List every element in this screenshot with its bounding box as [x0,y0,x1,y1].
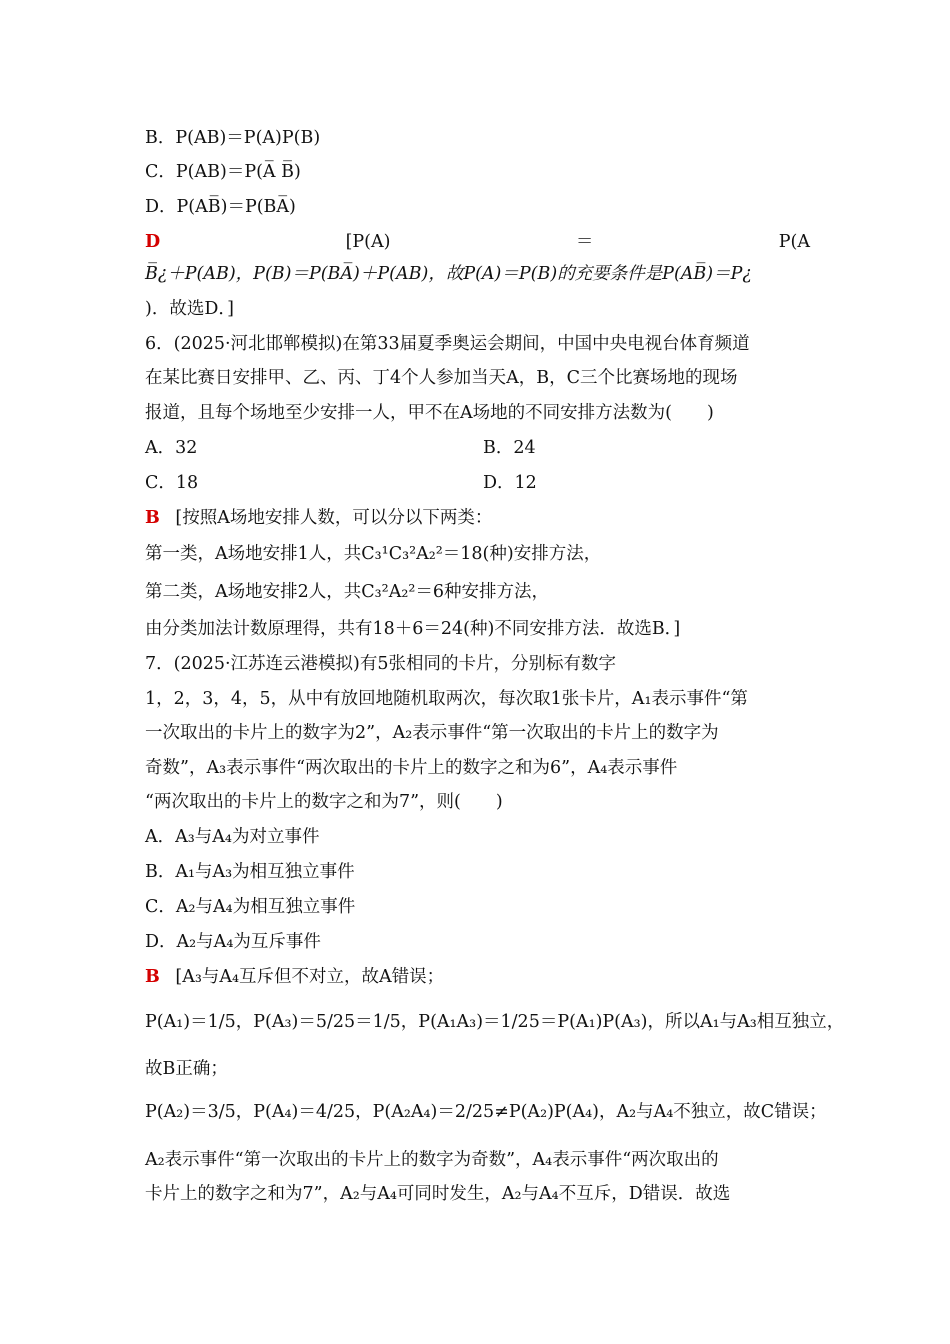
q7-solution-line4: P(A₂)＝3/5，P(A₄)＝4/25，P(A₂A₄)＝2/25≠P(A₂)P(A₄)，A₂与A₄不独立，故C错误； [145,1102,827,1122]
q5-solution-line3: )．故选D．] [145,299,234,319]
q5-option-d: D．P(AB̅)＝P(BA̅) [145,197,296,217]
q7-stem-line3: 一次取出的卡片上的数字为2”，A₂表示事件“第一次取出的卡片上的数字为 [145,723,719,743]
q6-options-row1 [145,436,810,460]
q7-solution-line3: 故B正确； [145,1059,228,1079]
q6-option-c: C．18 [145,473,199,493]
q6-option-a: A．32 [145,438,198,458]
q6-solution-line4: 由分类加法计数原理得，共有18＋6＝24(种)不同安排方法．故选B．] [145,619,681,639]
q7-solution-line5: A₂表示事件“第一次取出的卡片上的数字为奇数”，A₄表示事件“两次取出的 [145,1150,719,1170]
q7-answer-letter: B [145,967,160,987]
q5-solution-part1: [P(A) [345,232,391,252]
q6-solution-text1: [按照A场地安排人数，可以分以下两类： [175,508,493,528]
q6-stem-line2: 在某比赛日安排甲、乙、丙、丁4个人参加当天A，B，C三个比赛场地的现场 [145,368,738,388]
q6-stem-line1: 6．(2025·河北邯郸模拟)在第33届夏季奥运会期间，中国中央电视台体育频道 [145,334,750,354]
q7-option-d: D．A₂与A₄为互斥事件 [145,932,321,952]
q7-solution-line1 [145,965,810,989]
q5-solution-line1 [145,230,810,254]
q5-solution-part2: P(A [778,232,810,252]
q6-options-row2 [145,471,810,495]
q7-stem-line1: 7．(2025·江苏连云港模拟)有5张相同的卡片，分别标有数字 [145,654,617,674]
q7-solution-text1: [A₃与A₄互斥但不对立，故A错误； [175,967,445,987]
q5-solution-eq: ＝ [575,232,594,252]
q6-solution-line2: 第一类，A场地安排1人，共C₃¹C₃²A₂²＝18(种)安排方法， [145,544,602,564]
q6-option-d: D．12 [483,473,537,493]
q7-option-b: B．A₁与A₃为相互独立事件 [145,862,355,882]
q6-solution-line3: 第二类，A场地安排2人，共C₃²A₂²＝6种安排方法， [145,582,549,602]
q7-stem-line2: 1，2，3，4，5，从中有放回地随机取两次，每次取1张卡片，A₁表示事件“第 [145,689,748,709]
q7-solution-line2: P(A₁)＝1/5，P(A₃)＝5/25＝1/5，P(A₁A₃)＝1/25＝P(A₁)P(A₃)，所以A₁与A₃相互独立， [145,1012,845,1032]
q6-answer-letter: B [145,508,160,528]
q5-answer-letter: D [145,232,161,252]
q6-solution-line1 [145,506,810,530]
q6-option-b: B．24 [483,438,536,458]
q6-stem-line3: 报道，且每个场地至少安排一人，甲不在A场地的不同安排方法数为( ) [145,403,714,423]
q5-option-b: B．P(AB)＝P(A)P(B) [145,128,321,148]
q7-solution-line6: 卡片上的数字之和为7”，A₂与A₄可同时发生，A₂与A₄不互斥，D错误．故选 [145,1184,731,1204]
q7-option-c: C．A₂与A₄为相互独立事件 [145,897,356,917]
q7-stem-line4: 奇数”，A₃表示事件“两次取出的卡片上的数字之和为6”，A₄表示事件 [145,758,678,778]
q5-option-c: C．P(AB)＝P(A̅ B̅) [145,162,301,182]
q5-solution-line2: B̅¿＋P(AB)，P(B)＝P(BA̅)＋P(AB)，故P(A)＝P(B)的充要条件是P(AB̅)＝P¿ [145,264,752,284]
q7-option-a: A．A₃与A₄为对立事件 [145,827,320,847]
q7-stem-line5: “两次取出的卡片上的数字之和为7”，则( ) [145,792,503,812]
